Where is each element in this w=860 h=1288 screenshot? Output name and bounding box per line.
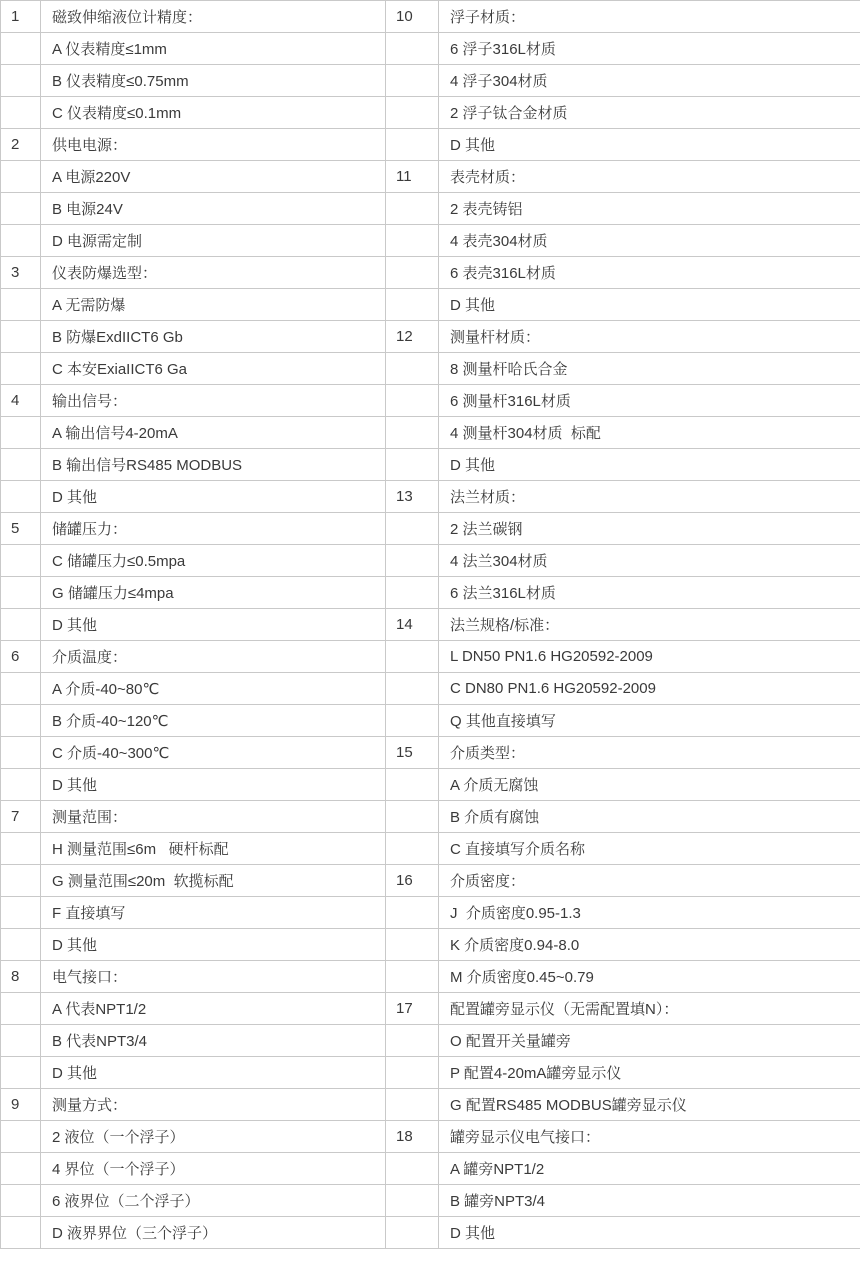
table-row — [1, 1153, 860, 1185]
right-item-number: 14 — [386, 609, 439, 641]
right-item-number-empty — [386, 449, 439, 481]
left-item-number-empty — [1, 1217, 41, 1249]
right-item-option: C 直接填写介质名称 — [439, 833, 860, 865]
table-row — [1, 1217, 860, 1249]
right-item-number-empty — [386, 705, 439, 737]
table-row — [1, 481, 860, 513]
right-item-number-empty — [386, 833, 439, 865]
left-item-option: C 仪表精度≤0.1mm — [41, 97, 386, 129]
right-item-option: 8 测量杆哈氏合金 — [439, 353, 860, 385]
right-item-number: 12 — [386, 321, 439, 353]
left-item-option: A 介质-40~80℃ — [41, 673, 386, 705]
right-item-number-empty — [386, 929, 439, 961]
right-item-title: 测量杆材质： — [439, 321, 860, 353]
left-item-number-empty — [1, 577, 41, 609]
right-item-option: A 罐旁NPT1/2 — [439, 1153, 860, 1185]
right-item-option: P 配置4-20mA罐旁显示仪 — [439, 1057, 860, 1089]
table-row — [1, 289, 860, 321]
table-row — [1, 161, 860, 193]
right-item-number-empty — [386, 897, 439, 929]
right-item-option: 4 测量杆304材质 标配 — [439, 417, 860, 449]
table-row — [1, 417, 860, 449]
right-item-option: K 介质密度0.94-8.0 — [439, 929, 860, 961]
spec-table-body — [1, 1, 860, 1249]
right-item-option: L DN50 PN1.6 HG20592-2009 — [439, 641, 860, 673]
right-item-option: 6 测量杆316L材质 — [439, 385, 860, 417]
table-row — [1, 97, 860, 129]
right-item-number-empty — [386, 33, 439, 65]
right-item-option: D 其他 — [439, 449, 860, 481]
left-item-option: B 输出信号RS485 MODBUS — [41, 449, 386, 481]
left-item-option: D 其他 — [41, 1057, 386, 1089]
table-row — [1, 737, 860, 769]
left-item-option: B 介质-40~120℃ — [41, 705, 386, 737]
table-row — [1, 929, 860, 961]
left-item-number: 2 — [1, 129, 41, 161]
left-item-number-empty — [1, 929, 41, 961]
left-item-option: 6 液界位（二个浮子） — [41, 1185, 386, 1217]
left-item-option: D 其他 — [41, 769, 386, 801]
right-item-number-empty — [386, 289, 439, 321]
left-item-number: 9 — [1, 1089, 41, 1121]
right-item-number-empty — [386, 1057, 439, 1089]
right-item-number-empty — [386, 513, 439, 545]
left-item-option: D 其他 — [41, 929, 386, 961]
right-item-option: G 配置RS485 MODBUS罐旁显示仪 — [439, 1089, 860, 1121]
table-row — [1, 833, 860, 865]
right-item-option: O 配置开关量罐旁 — [439, 1025, 860, 1057]
left-item-number-empty — [1, 321, 41, 353]
right-item-number-empty — [386, 1185, 439, 1217]
left-item-title: 磁致伸缩液位计精度： — [41, 1, 386, 33]
left-item-option: G 储罐压力≤4mpa — [41, 577, 386, 609]
left-item-number-empty — [1, 97, 41, 129]
right-item-number-empty — [386, 673, 439, 705]
right-item-number-empty — [386, 1025, 439, 1057]
left-item-number-empty — [1, 1153, 41, 1185]
right-item-option: C DN80 PN1.6 HG20592-2009 — [439, 673, 860, 705]
table-row — [1, 1089, 860, 1121]
right-item-option: D 其他 — [439, 289, 860, 321]
right-item-number-empty — [386, 65, 439, 97]
left-item-number: 7 — [1, 801, 41, 833]
table-row — [1, 673, 860, 705]
left-item-title: 储罐压力： — [41, 513, 386, 545]
left-item-number-empty — [1, 193, 41, 225]
right-item-option: B 介质有腐蚀 — [439, 801, 860, 833]
left-item-option: B 仪表精度≤0.75mm — [41, 65, 386, 97]
left-item-title: 测量范围： — [41, 801, 386, 833]
right-item-number-empty — [386, 577, 439, 609]
left-item-number-empty — [1, 1121, 41, 1153]
left-item-number-empty — [1, 1185, 41, 1217]
left-item-number-empty — [1, 161, 41, 193]
right-item-number-empty — [386, 257, 439, 289]
left-item-number-empty — [1, 225, 41, 257]
right-item-number-empty — [386, 129, 439, 161]
left-item-option: G 测量范围≤20m 软揽标配 — [41, 865, 386, 897]
table-row — [1, 865, 860, 897]
right-item-title: 罐旁显示仪电气接口： — [439, 1121, 860, 1153]
left-item-number-empty — [1, 545, 41, 577]
left-item-number-empty — [1, 865, 41, 897]
left-item-option: C 储罐压力≤0.5mpa — [41, 545, 386, 577]
right-item-option: 6 浮子316L材质 — [439, 33, 860, 65]
table-row — [1, 1185, 860, 1217]
right-item-option: D 其他 — [439, 129, 860, 161]
left-item-title: 供电电源： — [41, 129, 386, 161]
table-row — [1, 65, 860, 97]
right-item-option: M 介质密度0.45~0.79 — [439, 961, 860, 993]
table-row — [1, 897, 860, 929]
table-row — [1, 513, 860, 545]
left-item-number-empty — [1, 737, 41, 769]
left-item-number-empty — [1, 481, 41, 513]
right-item-option: 2 浮子钛合金材质 — [439, 97, 860, 129]
table-row — [1, 801, 860, 833]
right-item-title: 介质密度： — [439, 865, 860, 897]
right-item-number-empty — [386, 961, 439, 993]
right-item-number-empty — [386, 1089, 439, 1121]
left-item-number-empty — [1, 1057, 41, 1089]
left-item-option: A 电源220V — [41, 161, 386, 193]
left-item-number-empty — [1, 353, 41, 385]
table-row — [1, 577, 860, 609]
right-item-number: 15 — [386, 737, 439, 769]
left-item-title: 输出信号： — [41, 385, 386, 417]
left-item-option: A 代表NPT1/2 — [41, 993, 386, 1025]
table-row — [1, 1, 860, 33]
right-item-number-empty — [386, 193, 439, 225]
left-item-number-empty — [1, 769, 41, 801]
left-item-option: D 电源需定制 — [41, 225, 386, 257]
right-item-option: 4 法兰304材质 — [439, 545, 860, 577]
table-row — [1, 257, 860, 289]
right-item-number-empty — [386, 769, 439, 801]
left-item-option: A 无需防爆 — [41, 289, 386, 321]
table-row — [1, 545, 860, 577]
table-row — [1, 129, 860, 161]
left-item-number-empty — [1, 673, 41, 705]
right-item-option: J 介质密度0.95-1.3 — [439, 897, 860, 929]
right-item-number: 10 — [386, 1, 439, 33]
left-item-number-empty — [1, 417, 41, 449]
table-row — [1, 705, 860, 737]
right-item-number: 17 — [386, 993, 439, 1025]
left-item-option: A 仪表精度≤1mm — [41, 33, 386, 65]
left-item-option: C 介质-40~300℃ — [41, 737, 386, 769]
table-row — [1, 225, 860, 257]
left-item-number-empty — [1, 289, 41, 321]
left-item-option: C 本安ExiaIICT6 Ga — [41, 353, 386, 385]
right-item-title: 配置罐旁显示仪（无需配置填N）： — [439, 993, 860, 1025]
left-item-number-empty — [1, 993, 41, 1025]
right-item-number-empty — [386, 385, 439, 417]
left-item-number-empty — [1, 1025, 41, 1057]
right-item-option: 4 表壳304材质 — [439, 225, 860, 257]
right-item-option: 2 法兰碳钢 — [439, 513, 860, 545]
right-item-number: 11 — [386, 161, 439, 193]
table-row — [1, 1121, 860, 1153]
right-item-option: 6 法兰316L材质 — [439, 577, 860, 609]
right-item-number-empty — [386, 417, 439, 449]
left-item-option: 2 液位（一个浮子） — [41, 1121, 386, 1153]
right-item-option: 6 表壳316L材质 — [439, 257, 860, 289]
left-item-title: 仪表防爆选型： — [41, 257, 386, 289]
right-item-title: 法兰材质： — [439, 481, 860, 513]
table-row — [1, 641, 860, 673]
right-item-option: B 罐旁NPT3/4 — [439, 1185, 860, 1217]
left-item-option: D 其他 — [41, 481, 386, 513]
left-item-option: F 直接填写 — [41, 897, 386, 929]
right-item-number: 16 — [386, 865, 439, 897]
left-item-option: H 测量范围≤6m 硬杆标配 — [41, 833, 386, 865]
table-row — [1, 993, 860, 1025]
left-item-title: 介质温度： — [41, 641, 386, 673]
left-item-number-empty — [1, 65, 41, 97]
left-item-number: 4 — [1, 385, 41, 417]
left-item-number-empty — [1, 609, 41, 641]
table-row — [1, 193, 860, 225]
right-item-number-empty — [386, 1153, 439, 1185]
left-item-number-empty — [1, 449, 41, 481]
left-item-number: 6 — [1, 641, 41, 673]
table-row — [1, 1057, 860, 1089]
table-row — [1, 609, 860, 641]
right-item-number-empty — [386, 353, 439, 385]
left-item-option: B 电源24V — [41, 193, 386, 225]
table-row — [1, 353, 860, 385]
table-row — [1, 321, 860, 353]
left-item-number: 8 — [1, 961, 41, 993]
left-item-option: A 输出信号4-20mA — [41, 417, 386, 449]
right-item-option: A 介质无腐蚀 — [439, 769, 860, 801]
right-item-number: 13 — [386, 481, 439, 513]
table-row — [1, 1025, 860, 1057]
left-item-option: D 液界界位（三个浮子） — [41, 1217, 386, 1249]
right-item-number-empty — [386, 545, 439, 577]
table-row — [1, 449, 860, 481]
table-row — [1, 33, 860, 65]
left-item-number-empty — [1, 705, 41, 737]
right-item-title: 法兰规格/标准： — [439, 609, 860, 641]
left-item-number: 5 — [1, 513, 41, 545]
left-item-number-empty — [1, 897, 41, 929]
left-item-title: 电气接口： — [41, 961, 386, 993]
right-item-option: D 其他 — [439, 1217, 860, 1249]
left-item-option: 4 界位（一个浮子） — [41, 1153, 386, 1185]
table-row — [1, 961, 860, 993]
left-item-number-empty — [1, 33, 41, 65]
right-item-option: 2 表壳铸铝 — [439, 193, 860, 225]
right-item-title: 介质类型： — [439, 737, 860, 769]
right-item-option: 4 浮子304材质 — [439, 65, 860, 97]
left-item-option: B 代表NPT3/4 — [41, 1025, 386, 1057]
left-item-number-empty — [1, 833, 41, 865]
right-item-number-empty — [386, 641, 439, 673]
right-item-number: 18 — [386, 1121, 439, 1153]
left-item-option: B 防爆ExdIICT6 Gb — [41, 321, 386, 353]
left-item-number: 3 — [1, 257, 41, 289]
left-item-number: 1 — [1, 1, 41, 33]
left-item-title: 测量方式： — [41, 1089, 386, 1121]
right-item-title: 浮子材质： — [439, 1, 860, 33]
right-item-number-empty — [386, 1217, 439, 1249]
left-item-option: D 其他 — [41, 609, 386, 641]
right-item-option: Q 其他直接填写 — [439, 705, 860, 737]
right-item-title: 表壳材质： — [439, 161, 860, 193]
table-row — [1, 769, 860, 801]
right-item-number-empty — [386, 97, 439, 129]
right-item-number-empty — [386, 801, 439, 833]
table-row — [1, 385, 860, 417]
right-item-number-empty — [386, 225, 439, 257]
